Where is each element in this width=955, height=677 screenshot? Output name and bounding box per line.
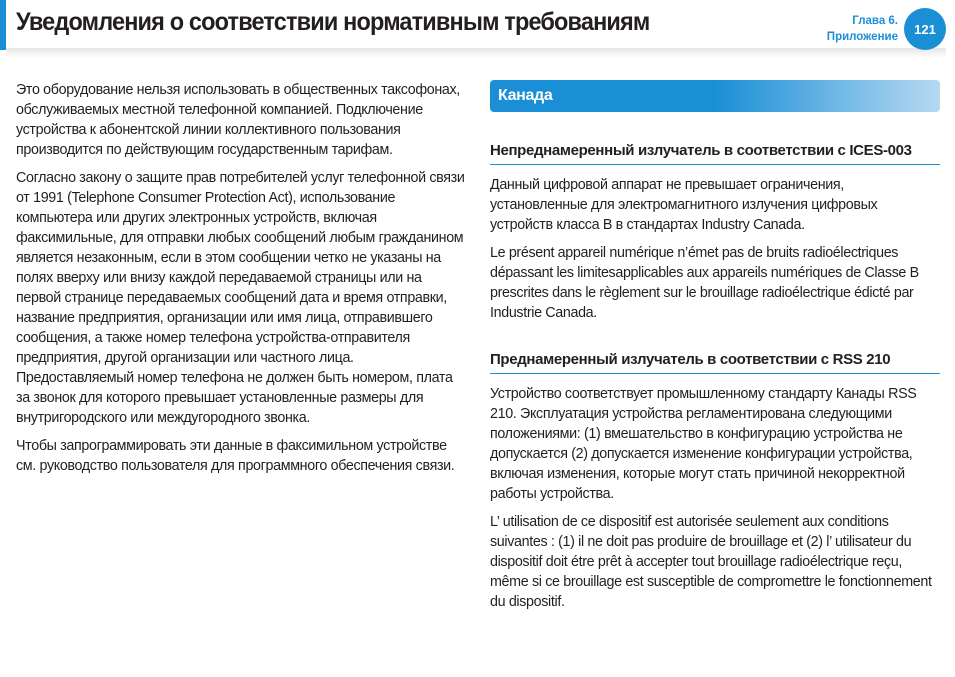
chapter-number: Глава 6. bbox=[852, 15, 898, 27]
paragraph: L’ utilisation de ce dispositif est autorisée seulement aux conditions suivantes : (1) il ne doit pas produire de brouillage et (2) l’ utilisateur du dispositif doit étre prêt à accepter tout brouillage radioélectrique reçu, même si ce brouillage est susceptible de compromettre le fonctionnement du dispositif. bbox=[490, 514, 932, 610]
chapter-label bbox=[827, 13, 898, 45]
subsection-heading: Непреднамеренный излучатель в соответствии с ICES-003 bbox=[490, 140, 940, 165]
left-column bbox=[16, 80, 468, 484]
right-column bbox=[490, 80, 940, 620]
paragraph: Согласно закону о защите прав потребителей услуг телефонной связи от 1991 (Telephone Consumer Protection Act), использование компьютера или других электронных устройств, включая факсимильные, для отправки любых сообщений любым гражданином является незаконным, если в этом сообщении четко не указаны на полях вверху или внизу каждой передаваемой страницы или на первой странице передаваемых сообщений дата и время отправки, название предприятия, организации или имя лица, отправившего сообщения, а также номер телефона устройства-отправителя предприятия, другой организации или частного лица. Предоставляемый номер телефона не должен быть номером, плата за звонок для которого превышает установленные размеры для внутригородского или междугородного звонка. bbox=[16, 170, 465, 426]
page-number-badge: 121 bbox=[904, 8, 946, 50]
paragraph: Данный цифровой аппарат не превышает ограничения, установленные для электромагнитного излучения цифровых устройств класса B в стандартах Industry Canada. bbox=[490, 177, 878, 233]
chapter-name: Приложение bbox=[826, 31, 898, 43]
paragraph: Чтобы запрограммировать эти данные в факсимильном устройстве см. руководство пользователя для программного обеспечения связи. bbox=[16, 438, 455, 474]
page-title: Уведомления о соответствии нормативным требованиям bbox=[16, 8, 650, 36]
header-accent-bar bbox=[0, 0, 6, 50]
paragraph: Это оборудование нельзя использовать в общественных таксофонах, обслуживаемых местной телефонной компанией. Подключение устройства к абонентской линии коллективного пользования производится по действующим государственным тарифам. bbox=[16, 82, 460, 158]
paragraph: Le présent appareil numérique n’émet pas de bruits radioélectriques dépassant les limitesapplicables aux appareils numériques de Classe B prescrites dans le règlement sur le brouillage radioélectrique édicté par Industrie Canada. bbox=[490, 245, 919, 321]
subsection-heading: Преднамеренный излучатель в соответствии с RSS 210 bbox=[490, 349, 940, 374]
paragraph: Устройство соответствует промышленному стандарту Канады RSS 210. Эксплуатация устройства регламентирована следующими положениями: (1) вмешательство в конфигурацию устройства не допускается (2) допускается изменение конфигурации устройства, включая изменения, которые могут стать причиной некорректной работы устройства. bbox=[490, 386, 917, 502]
section-header-canada: Канада bbox=[490, 80, 940, 112]
header-divider bbox=[6, 48, 946, 58]
